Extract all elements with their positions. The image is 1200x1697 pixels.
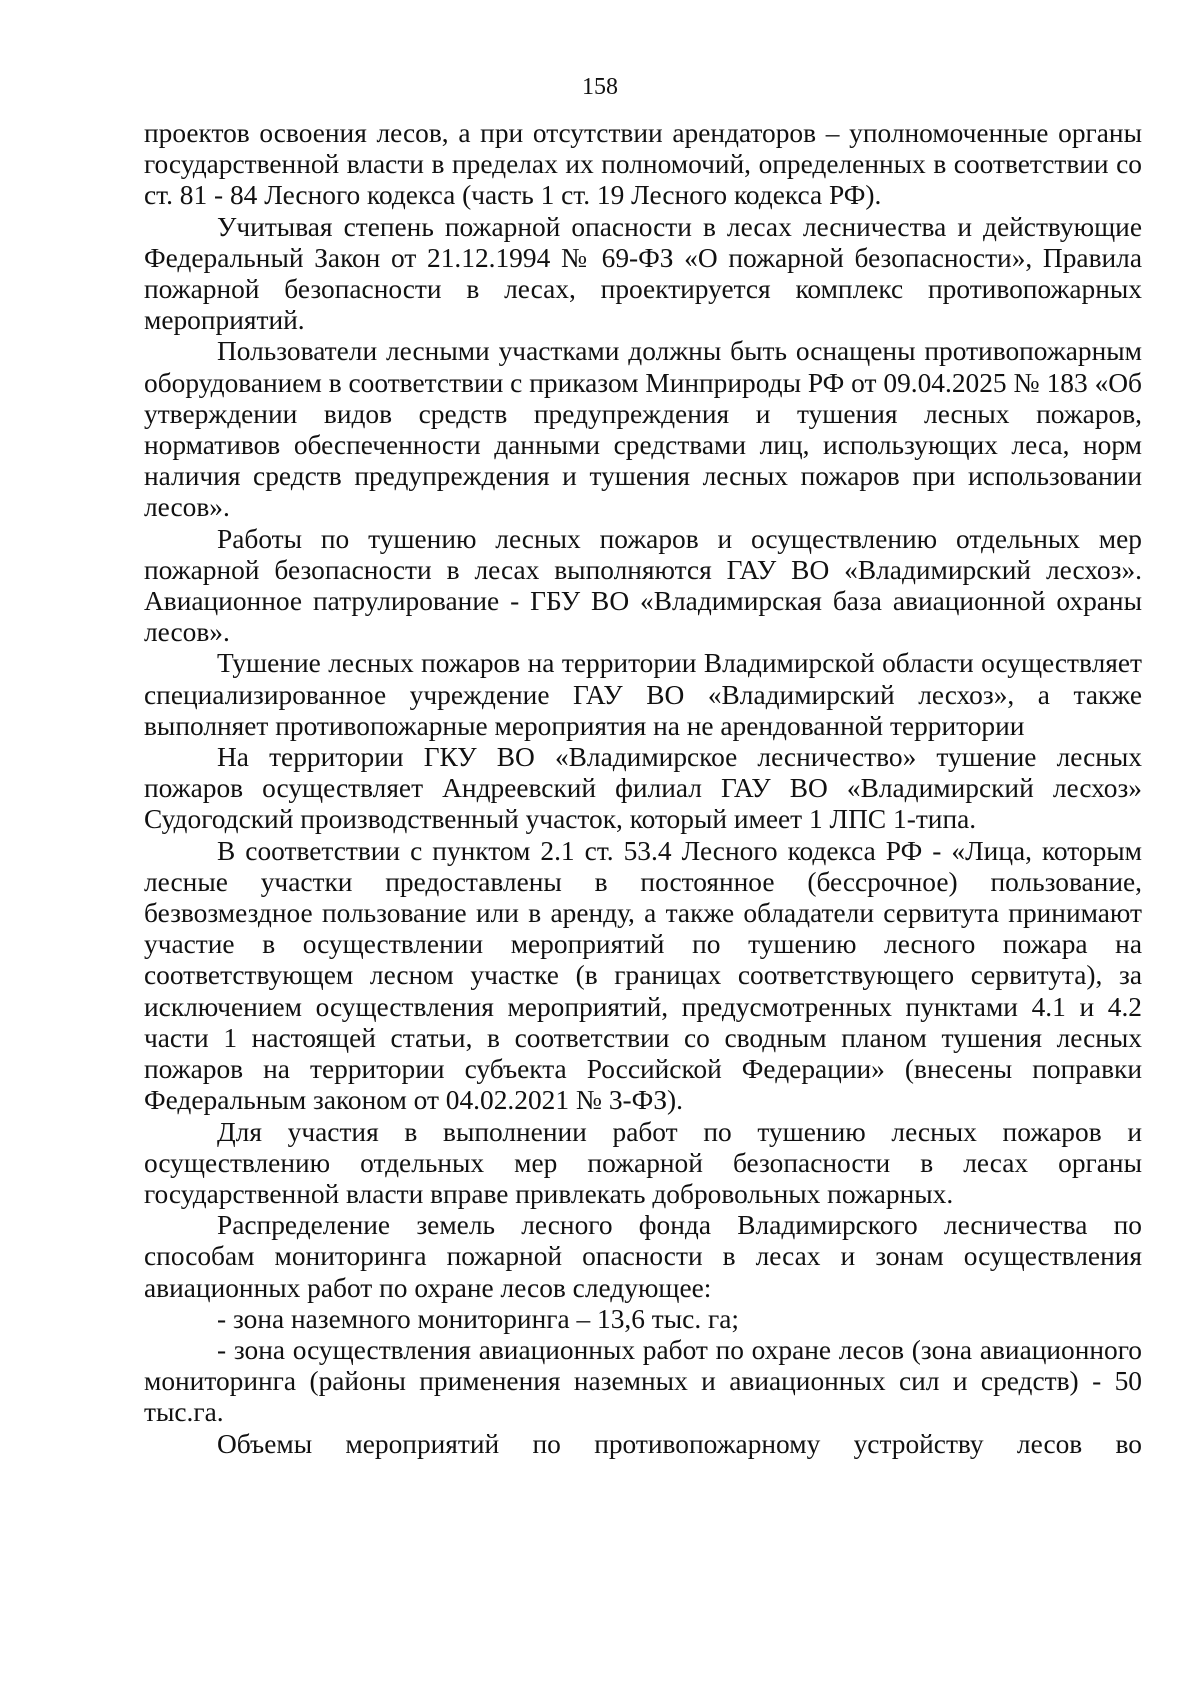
paragraph-6: На территории ГКУ ВО «Владимирское лесничество» тушение лесных пожаров осуществляет Андреевский филиал ГАУ ВО «Владимирский лесхоз» Судогодский производственный участок, который имеет 1 ЛПС 1-типа. <box>144 742 1142 835</box>
paragraph-3: Пользователи лесными участками должны быть оснащены противопожарным оборудованием в соответствии с приказом Минприроды РФ от 09.04.2025 № 183 «Об утверждении видов средств предупреждения и тушения лесных пожаров, нормативов обеспеченности данными средствами лиц, использующих леса, норм наличия средств предупреждения и тушения лесных пожаров при использовании лесов». <box>144 336 1142 523</box>
list-item-aviation-monitoring: - зона осуществления авиационных работ по охране лесов (зона авиационного мониторинга (районы применения наземных и авиационных сил и средств) - 50 тыс.га. <box>144 1334 1142 1428</box>
paragraph-4: Работы по тушению лесных пожаров и осуществлению отдельных мер пожарной безопасности в лесах выполняются ГАУ ВО «Владимирский лесхоз». Авиационное патрулирование - ГБУ ВО «Владимирская база авиационной охраны лесов». <box>144 523 1142 648</box>
paragraph-9: Распределение земель лесного фонда Владимирского лесничества по способам мониторинга пожарной опасности в лесах и зонам осуществления авиационных работ по охране лесов следующее: <box>144 1210 1142 1303</box>
list-item-ground-monitoring: - зона наземного мониторинга – 13,6 тыс. га; <box>217 1303 740 1334</box>
paragraph-8: Для участия в выполнении работ по тушению лесных пожаров и осуществлению отдельных мер пожарной безопасности в лесах органы государственной власти вправе привлекать добровольных пожарных. <box>144 1116 1142 1209</box>
page-number: 158 <box>582 74 618 100</box>
document-body <box>144 118 1142 1460</box>
paragraph-2: Учитывая степень пожарной опасности в лесах лесничества и действующие Федеральный Закон от 21.12.1994 № 69-ФЗ «О пожарной безопасности», Правила пожарной безопасности в лесах, проектируется комплекс противопожарных мероприятий. <box>144 211 1142 336</box>
paragraph-5: Тушение лесных пожаров на территории Владимирской области осуществляет специализированное учреждение ГАУ ВО «Владимирский лесхоз», а также выполняет противопожарные мероприятия на не арендованной территории <box>144 648 1142 741</box>
paragraph-1: проектов освоения лесов, а при отсутствии арендаторов – уполномоченные органы государственной власти в пределах их полномочий, определенных в соответствии со ст. 81 - 84 Лесного кодекса (часть 1 ст. 19 Лесного кодекса РФ). <box>144 118 1142 211</box>
paragraph-7: В соответствии с пунктом 2.1 ст. 53.4 Лесного кодекса РФ - «Лица, которым лесные участки предоставлены в постоянное (бессрочное) пользование, безвозмездное пользование или в аренду, а также обладатели сервитута принимают участие в осуществлении мероприятий по тушению лесного пожара на соответствующем лесном участке (в границах соответствующего сервитута), за исключением осуществления мероприятий, предусмотренных пунктами 4.1 и 4.2 части 1 настоящей статьи, в соответствии со сводным планом тушения лесных пожаров на территории субъекта Российской Федерации» (внесены поправки Федеральным законом от 04.02.2021 № 3-ФЗ). <box>144 835 1142 1116</box>
paragraph-final-continued: Объемы мероприятий по противопожарному устройству лесов во <box>217 1428 1142 1459</box>
